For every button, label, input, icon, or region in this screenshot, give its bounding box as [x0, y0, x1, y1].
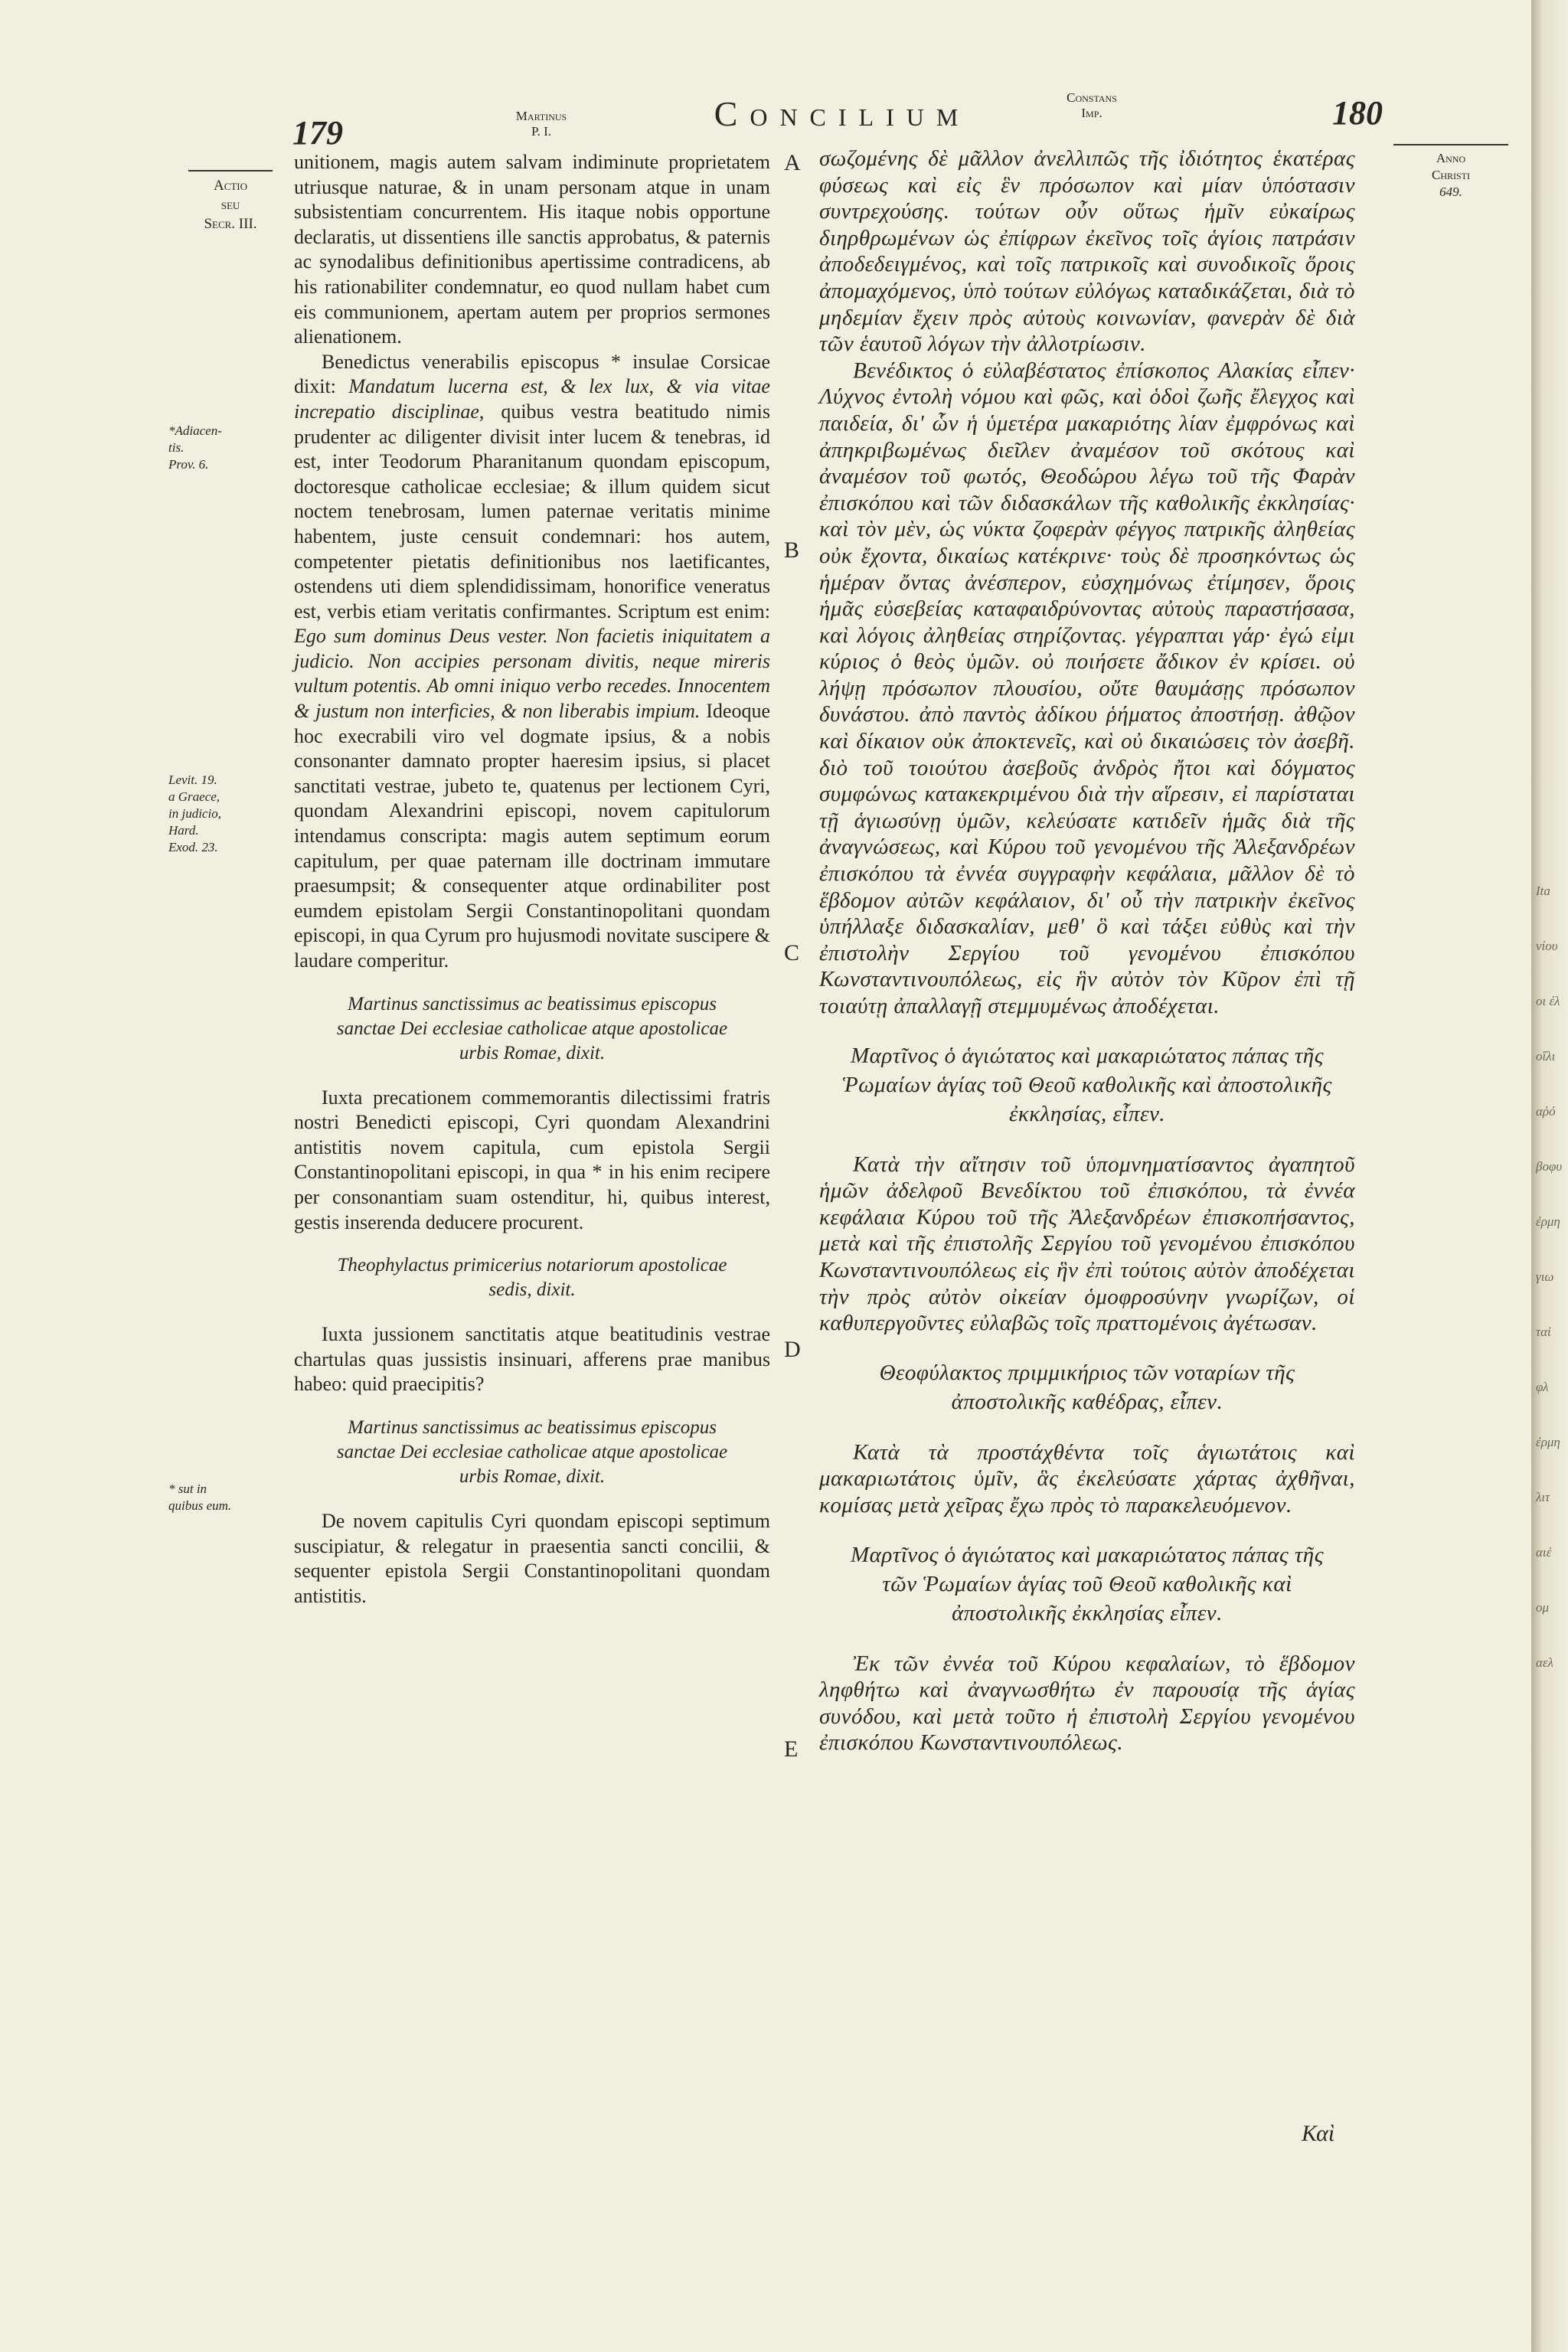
fragment-line: οἴλι — [1536, 1049, 1556, 1063]
page-number-right: 180 — [1332, 94, 1383, 132]
margin-note-line: quibus eum. — [168, 1498, 232, 1513]
greek-paragraph: Κατὰ τὰ προστάχθέντα τοῖς ἁγιωτάτοις καὶ μακαριωτάτοις ὑμῖν, ἃς ἐκελεύσατε χάρτας ἀχθῆναι, κομίσας μετὰ χεῖρας ἔχω πρὸς τὸ παρακελευόμενον. — [819, 1439, 1355, 1517]
fragment-line: ομ — [1536, 1600, 1550, 1615]
fragment-line: βοφυ — [1536, 1159, 1563, 1174]
fragment-line: αῤό — [1536, 1104, 1556, 1119]
greek-speaker-heading: Μαρτῖνος ὁ ἁγιώτατος καὶ μακαριώτατος πάπας τῆς τῶν Ῥωμαίων ἁγίας τοῦ Θεοῦ καθολικῆς καὶ ἀποστολικῆς ἐκκλησίας εἶπεν. — [851, 1542, 1324, 1625]
fragment-line: ἐρμη — [1536, 1435, 1560, 1449]
latin-column — [294, 150, 770, 1609]
facing-page-fragments — [1536, 850, 1566, 1704]
facing-page-gutter — [1531, 0, 1568, 2352]
margin-note-line: Exod. 23. — [168, 840, 218, 854]
anno-line: Christi — [1431, 168, 1470, 182]
fragment-line: αελ — [1536, 1655, 1553, 1670]
latin-quotation: Mandatum lucerna est, & lex lux, & via vitae increpatio disciplinae — [294, 375, 770, 423]
section-letter-d: D — [784, 1337, 801, 1362]
running-head-left-line: P. I. — [531, 124, 551, 139]
running-head-left — [499, 109, 583, 139]
latin-speaker-heading: Theophylactus primicerius notariorum apostolicae sedis, dixit. — [337, 1255, 727, 1301]
section-letter-e: E — [784, 1736, 799, 1762]
fragment-line: λιτ — [1536, 1490, 1550, 1504]
margin-note-line: * sut in — [168, 1481, 207, 1496]
latin-speaker-heading: Martinus sanctissimus ac beatissimus episcopus sanctae Dei ecclesiae catholicae atque apostolicae urbis Romae, dixit. — [336, 993, 728, 1063]
margin-note-anno — [1393, 144, 1508, 201]
fragment-line: οι ἐλ — [1536, 994, 1560, 1008]
anno-line: 649. — [1439, 185, 1462, 199]
latin-paragraph — [294, 350, 770, 974]
fragment-line: ταἱ — [1536, 1325, 1551, 1339]
margin-note-line: Hard. — [168, 823, 199, 838]
greek-paragraph: Ἐκ τῶν ἐννέα τοῦ Κύρου κεφαλαίων, τὸ ἕβδομον ληφθήτω καὶ ἀναγνωσθήτω ἐν παρουσίᾳ τῆς ἁγίας συνόδου, καὶ μετὰ τοῦτο ἡ ἐπιστολὴ Σεργίου γενομένου ἐπισκόπου Κωνσταντινουπόλεως. — [819, 1651, 1355, 1756]
section-letter-b: B — [784, 537, 800, 563]
running-head-right-line: Constans — [1067, 90, 1117, 105]
fragment-line: φλ — [1536, 1380, 1549, 1394]
greek-speaker-heading: Θεοφύλακτος πριμμικήριος τῶν νοταρίων τῆς ἀποστολικῆς καθέδρας, εἶπεν. — [879, 1360, 1295, 1414]
latin-paragraph: Iuxta jussionem sanctitatis atque beatitudinis vestrae chartulas quas jussistis insinuari, afferens prae manibus habeo: quid praecipitis? — [294, 1323, 770, 1396]
fragment-line: γιω — [1536, 1269, 1554, 1284]
page-number-left: 179 — [292, 114, 343, 152]
greek-speaker-heading: Μαρτῖνος ὁ ἁγιώτατος καὶ μακαριώτατος πάπας τῆς Ῥωμαίων ἁγίας τοῦ Θεοῦ καθολικῆς καὶ ἀποστολικῆς ἐκκλησίας, εἶπεν. — [842, 1043, 1332, 1126]
margin-note-line: tis. — [168, 440, 185, 455]
fragment-line: νίου — [1536, 939, 1558, 953]
actio-line: Secr. III. — [204, 216, 257, 232]
latin-text: Benedictus venerabilis episcopus * insulae Corsicae dixit: — [294, 350, 770, 398]
margin-note-line: a Graece, — [168, 789, 220, 804]
greek-paragraph: Βενέδικτος ὁ εὐλαβέστατος ἐπίσκοπος Αλακίας εἶπεν· Λύχνος ἐντολὴ νόμου καὶ φῶς, καὶ ὁδοὶ ζωῆς ἔλεγχος καὶ παιδεία, δι' ὧν ἡ ὑμετέρα μακαριότης λίαν ἐμφρόνως καὶ ἀπηκριβωμένως διεῖλεν ἀναμέσον τοῦ σκότους καὶ ἀναμέσον τοῦ φωτός, Θεοδώρου λέγω τοῦ τῆς Φαρὰν ἐπισκόπου καὶ τῶν διδασκάλων τῆς καθολικῆς ἐκκλησίας· καὶ τὸν μὲν, ὡς νύκτα ζοφερὰν φέγγος πατρικῆς ἀληθείας οὐκ ἔχοντα, δικαίως κατέκρινε· τοὺς δὲ προσηκόντως ὡς ἡμέραν ὄντας ἀνέσπερον, εὐσχημόνως ἐτίμησεν, ὅροις ἡμᾶς εὐσεβείας καταφαιδρύνοντας αὐτοὺς παραστήσασα, καὶ λόγοις ἀληθείας στηρίζοντας. γέγραπται γάρ· ἐγώ εἰμι κύριος ὁ θεὸς ὑμῶν. οὐ ποιήσετε ἄδικον ἐν κρίσει. οὐ λήψῃ πρόσωπον πλουσίου, οὔτε θαυμάσῃς πρόσωπον δυνάστου. ἀπὸ παντὸς ἀδίκου ῥήματος ἀποστήσῃ. ἀθῷον καὶ δίκαιον οὐκ ἀποκτενεῖς, καὶ οὐ δικαιώσεις τὸν ἀσεβῆ. διὸ τοῦ τοιούτου ἀσεβοῦς ἀνδρὸς ἤτοι καὶ δόγματος συμφώνως κατακεκριμένου διὰ τὴν αἵρεσιν, εἰ παρίσταται τῇ ἁγιωσύνῃ ὑμῶν, κελεύσατε κατιδεῖν ἡμᾶς διὰ τῆς ἀναγνώσεως, καὶ Κύρου τοῦ γενομένου τῆς Ἀλεξανδρέων ἐπισκόπου τὰ ἐννέα συγγραφὴν κεφάλαια, μᾶλλον δὲ τὸ ἕβδομον αὐτῶν κεφάλαιον, δι' οὗ τὴν πατρικὴν ἐκεῖνος ὑπήλλαξε διδασκαλίαν, μεθ' ὃ καὶ τάξει εὐθὺς καὶ τὴν ἐπιστολὴν Σεργίου τοῦ γενομένου ἐπισκόπου Κωνσταντινουπόλεως, εἰς ἣν αὐτὸν τὸν Κῦρον ἐπὶ τῇ τοιαύτῃ ἀπαλλαγῇ στεμμυμένως ἀποδέχεται. — [819, 358, 1355, 1018]
section-letter-a: A — [784, 150, 801, 175]
latin-speaker-heading: Martinus sanctissimus ac beatissimus episcopus sanctae Dei ecclesiae catholicae atque apostolicae urbis Romae, dixit. — [336, 1416, 728, 1487]
margin-note-quibus — [168, 1481, 283, 1514]
latin-quotation: Ego sum dominus Deus vester. Non facietis iniquitatem a judicio. Non accipies personam divitis, neque mireris vultum potentis. Ab omni iniquo verbo recedes. Innocentem & justum non interficies, & non liberabis impium. — [294, 625, 770, 723]
greek-paragraph: Κατὰ τὴν αἴτησιν τοῦ ὑπομνηματίσαντος ἀγαπητοῦ ἡμῶν ἀδελφοῦ Βενεδίκτου τοῦ ἐπισκόπου, τὰ ἐννέα κεφάλαια Κύρου τοῦ τῆς Ἀλεξανδρέων ἐπισκοπήσαντος, μετὰ καὶ τῆς ἐπιστολῆς Σεργίου τοῦ γενομένου ἐπισκόπου Κωνσταντινουπόλεως εἰς ἣν ἐπὶ τούτοις αὐτὸν ἀποδέχεται τὴν πρὸς αὐτὸν οἰκείαν ὁμοφροσύνην γνωρίζων, οἱ καθυπεργοῦντες εὐλαβῶς τοῖς πραττομένοις ἀγέτωσαν. — [819, 1152, 1355, 1336]
margin-note-line: Levit. 19. — [168, 773, 217, 787]
running-head-right — [1046, 90, 1138, 121]
running-head-right-line: Imp. — [1081, 106, 1102, 120]
latin-paragraph: De novem capitulis Cyri quondam episcopi septimum suscipiatur, & relegatur in praesentia sancti concilii, & sequenter epistola Sergii Constantinopolitani quondam antistitis. — [294, 1509, 770, 1607]
greek-column — [819, 145, 1355, 1756]
section-letter-c: C — [784, 940, 800, 965]
margin-note-line: in judicio, — [168, 806, 221, 821]
latin-paragraph: Iuxta precationem commemorantis dilectissimi fratris nostri Benedicti episcopi, Cyri quondam Alexandrini antistitis novem capitula, cum epistola Sergii Constantinopolitani episcopi, in qua * in his enim recipere per consonantiam suam ostenditur, hi, quibus interest, gestis inserenda deducere procurent. — [294, 1086, 770, 1233]
margin-note-line: *Adiacen- — [168, 423, 222, 438]
running-head-left-line: Martinus — [515, 109, 567, 123]
latin-text: Ideoque hoc execrabili viro vel dogmate ipsius, & a nobis consonanter damnato propter haeresim ipsius, si placet sanctitati vestrae, jubeto te, quatenus per lectionem Cyri, quondam Alexandrini episcopi, novem capitulorum intendamus conscripta: magis autem septimum eorum capitulum, per quae paternam ille doctrinam immutare praesumpsit; & consequenter atque ordinabiliter post eumdem epistolam Sergii Constantinopolitani quondam episcopi, in qua Cyrum pro hujusmodi novitate suscipere & laudare comperitur. — [294, 700, 770, 972]
margin-note-line: Prov. 6. — [168, 457, 209, 472]
fragment-line: Ita — [1536, 884, 1550, 898]
fragment-line: ἐρμη — [1536, 1214, 1560, 1229]
greek-paragraph: σωζομένης δὲ μᾶλλον ἀνελλιπῶς τῆς ἰδιότητος ἑκατέρας φύσεως καὶ εἰς ἓν πρόσωπον καὶ μίαν ὑπόστασιν συντρεχούσης. τούτων οὖν οὕτως ἡμῖν εὐκαίρως διηρθρωμένων ὡς ἐπίφρων ἐκεῖνος τοῖς ἁγίοις πατράσιν ἀποδεδειγμένος, καὶ τοῖς πατρικοῖς καὶ συνοδικοῖς ὅροις ἀπομαχόμενος, ὑπὸ τούτων εὐλόγως καταδικάζεται, διὰ τὸ μηδεμίαν ἔχειν πρὸς αὐτοὺς κοινωνίαν, φανερὰν δὲ διὰ τῶν ἑαυτοῦ λόγων τὴν ἀλλοτρίωσιν. — [819, 146, 1355, 357]
margin-note-prov — [168, 423, 283, 473]
actio-line: seu — [220, 197, 240, 213]
anno-line: Anno — [1436, 151, 1466, 165]
actio-line: Actio — [213, 178, 248, 194]
page-header — [0, 77, 1531, 153]
latin-paragraph: unitionem, magis autem salvam indiminute proprietatem utriusque naturae, & in unam personam atque in unam subsistentiam concurrentem. His itaque nobis opportune declaratis, ut dissentiens ille sanctis approbatus, & paternis ac synodalibus definitionibus apertissime contradicens, ab his rationabiliter condemnatur, eo quod nullam habet cum eis communionem, apertam autem per proprios sermones alienationem. — [294, 151, 770, 348]
margin-note-actio — [188, 170, 273, 234]
latin-text: , quibus vestra beatitudo nimis prudenter ac diligenter divisit inter lucem & tenebras, id est, inter Teodorum Pharanitanum quondam episcopum, doctoresque catholicae ecclesiae; & illum quidem sicut noctem tenebrosam, lumen paternae veritatis minime habentem, juste censuit condemnari: hos autem, competenter pietatis definitionibus nos laetificantes, ostendens uti diem splendidissimam, honorifice veneratus est, verbis etiam veritatis confirmantes. Scriptum est enim: — [294, 400, 770, 622]
page-title: Concilium — [714, 94, 971, 133]
margin-note-levit — [168, 772, 283, 856]
catchword: Καὶ — [1302, 2121, 1335, 2146]
fragment-line: αιἐ — [1536, 1545, 1552, 1560]
